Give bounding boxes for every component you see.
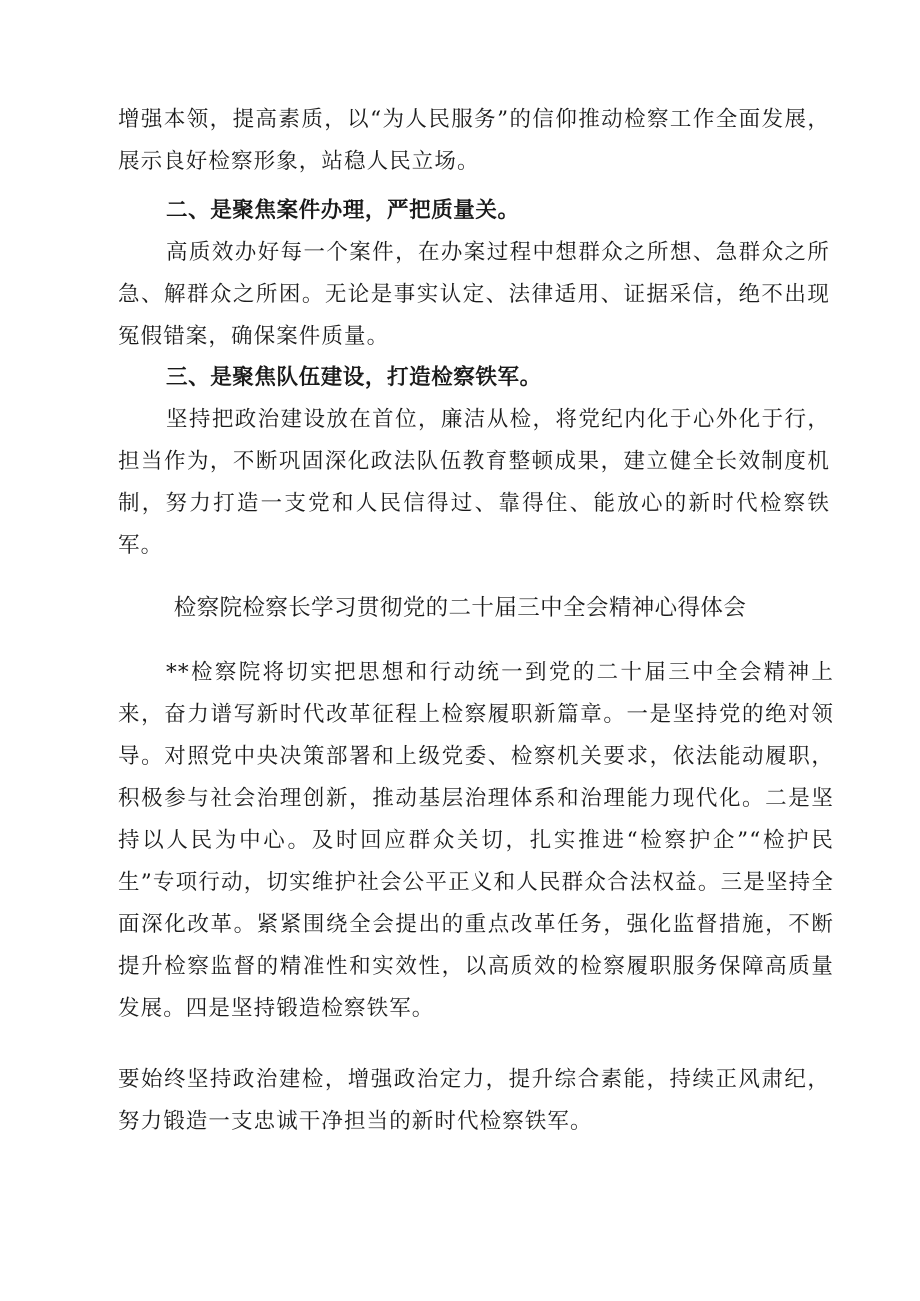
intro-paragraph: 增强本领，提高素质，以“为人民服务”的信仰推动检察工作全面发展，展示良好检察形象，站稳人民立场。: [118, 107, 830, 174]
section-two-heading: 二、是聚焦案件办理，严把质量关。: [166, 198, 520, 223]
article-title: 检察院检察长学习贯彻党的二十届三中全会精神心得体会: [173, 595, 747, 621]
article-body: **检察院将切实把思想和行动统一到党的二十届三中全会精神上来，奋力谱写新时代改革征程上检察履职新篇章。一是坚持党的绝对领导。对照党中央决策部署和上级党委、检察机关要求，依法能动履职，积极参与社会治理创新，推动基层治理体系和治理能力现代化。二是坚持以人民为中心。及时回应群众关切，扎实推进“检察护企”“检护民生”专项行动，切实维护社会公平正义和人民群众合法权益。三是坚持全面深化改革。紧紧围绕全会提出的重点改革任务，强化监督措施，不断提升检察监督的精准性和实效性，以高质效的检察履职服务保障高质量发展。四是坚持锻造检察铁军。: [118, 660, 834, 1021]
section-three-heading: 三、是聚焦队伍建设，打造检察铁军。: [166, 365, 542, 390]
closing-paragraph: 要始终坚持政治建检，增强政治定力，提升综合素能，持续正风肃纪，努力锻造一支忠诚干净担当的新时代检察铁军。: [118, 1067, 830, 1134]
section-three-body: 坚持把政治建设放在首位，廉洁从检，将党纪内化于心外化于行，担当作为，不断巩固深化政法队伍教育整顿成果，建立健全长效制度机制，努力打造一支党和人民信得过、靠得住、能放心的新时代检察铁军。: [118, 407, 830, 558]
section-two-body: 高质效办好每一个案件，在办案过程中想群众之所想、急群众之所急、解群众之所困。无论是事实认定、法律适用、证据采信，绝不出现冤假错案，确保案件质量。: [118, 240, 830, 349]
